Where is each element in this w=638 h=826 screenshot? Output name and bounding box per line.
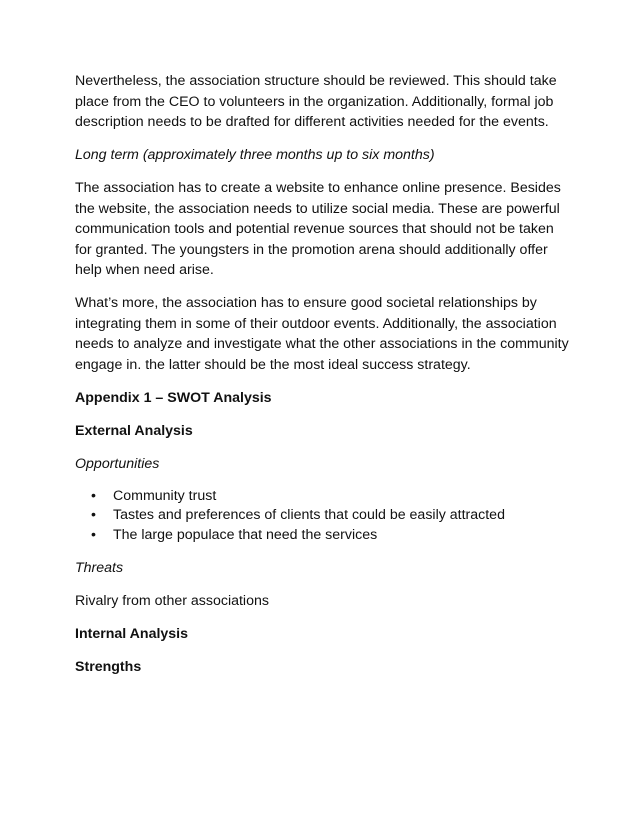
opportunities-list bbox=[75, 487, 570, 546]
list-item-text: The large populace that need the services bbox=[113, 526, 378, 543]
bullet-icon: • bbox=[91, 526, 96, 543]
list-item bbox=[91, 526, 570, 546]
document-page bbox=[75, 71, 570, 690]
paragraph-structure-review: Nevertheless, the association structure should be reviewed. This should take place from the CEO to volunteers in the organization. Additionally, formal job description needs to be drafted for different activities needed for the events. bbox=[75, 73, 557, 130]
opportunities-heading: Opportunities bbox=[75, 455, 160, 472]
threats-heading: Threats bbox=[75, 559, 124, 576]
threats-text: Rivalry from other associations bbox=[75, 592, 269, 609]
bullet-icon: • bbox=[91, 507, 96, 523]
strengths-heading: Strengths bbox=[75, 658, 142, 675]
internal-analysis-heading: Internal Analysis bbox=[75, 625, 189, 642]
paragraph-relationships: What’s more, the association has to ensure good societal relationships by integrating them in some of their outdoor events. Additionally, the association needs to analyze and investigate what the other associations in the community engage in. the latter should be the most ideal success strategy. bbox=[75, 295, 569, 373]
list-item-text: Community trust bbox=[113, 487, 217, 504]
list-item bbox=[91, 487, 570, 507]
list-item-text: Tastes and preferences of clients that could be easily attracted bbox=[113, 507, 505, 523]
list-item bbox=[91, 506, 570, 526]
paragraph-website: The association has to create a website to enhance online presence. Besides the website, the association needs to utilize social media. These are powerful communication tools and potential revenue sources that should not be taken for granted. The youngsters in the promotion arena should additionally offer help when need arise. bbox=[75, 180, 561, 278]
external-analysis-heading: External Analysis bbox=[75, 422, 193, 439]
long-term-heading: Long term (approximately three months up to six months) bbox=[75, 147, 435, 163]
bullet-icon: • bbox=[91, 487, 96, 504]
appendix-title: Appendix 1 – SWOT Analysis bbox=[75, 389, 272, 406]
